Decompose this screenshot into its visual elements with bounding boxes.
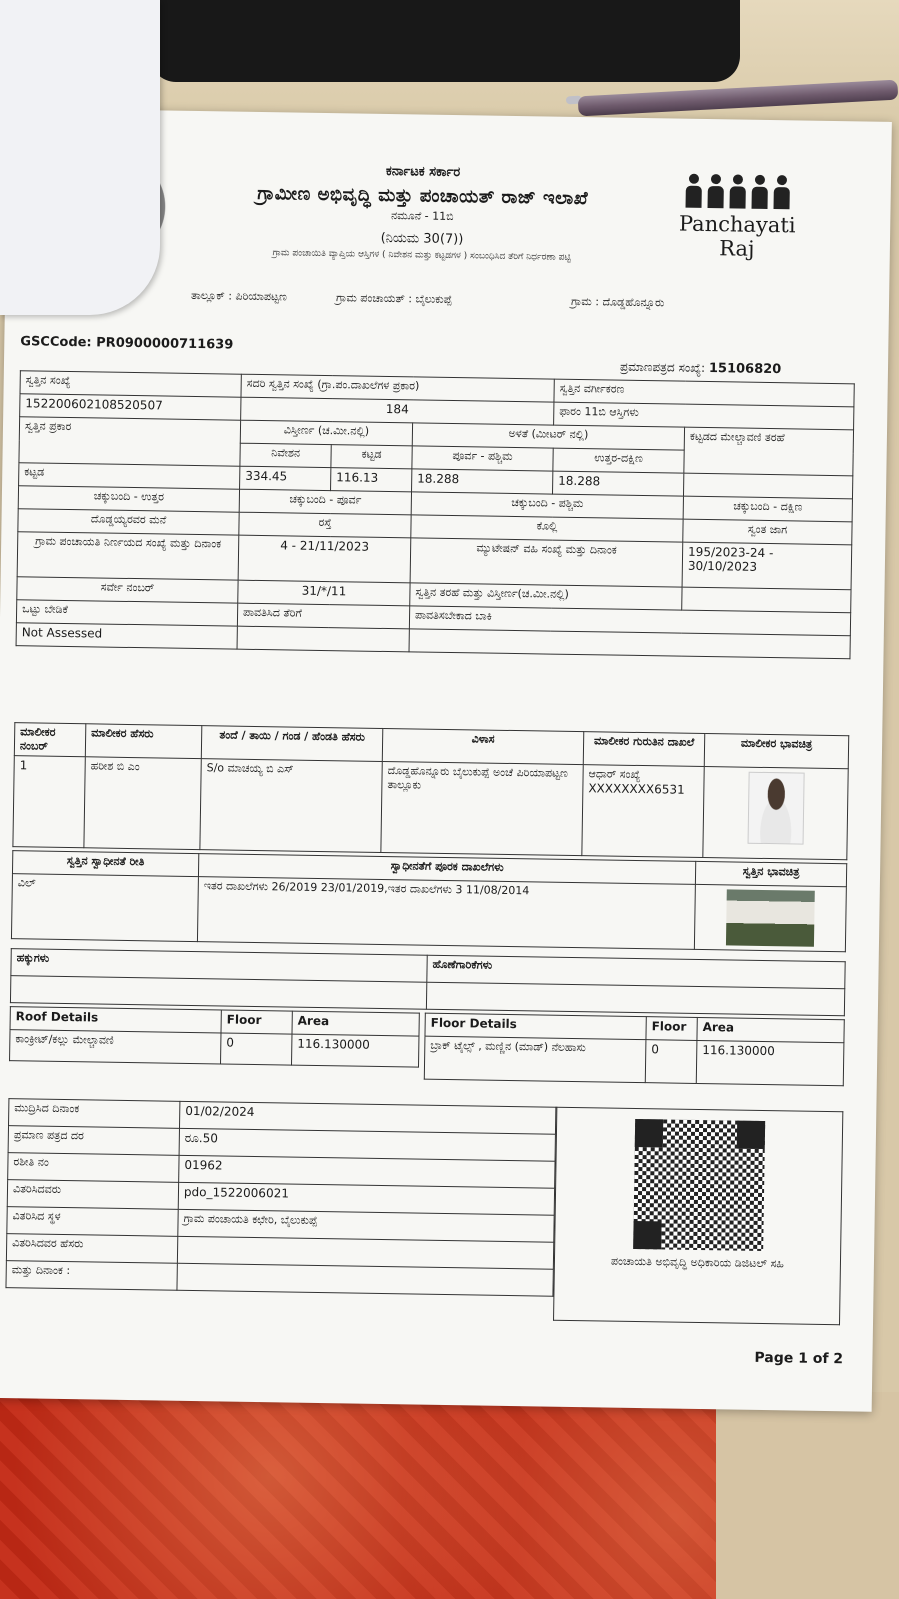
print-date-label: ಮುದ್ರಿಸಿದ ದಿನಾಂಕ [9,1099,180,1129]
property-photo [726,889,815,946]
possession-docs: ಇತರ ದಾಖಲೆಗಳು 26/2019 23/01/2019,ಇತರ ದಾಖಲೆಗಳು 3 11/08/2014 [197,877,695,950]
owner-no: 1 [13,756,85,848]
boundary-west-label: ಚಕ್ಕುಬಂದಿ - ಪಶ್ಚಿಮ [411,492,683,519]
logo-people [663,173,814,209]
property-type-label: ಸ್ವತ್ತಿನ ಪ್ರಕಾರ [19,417,241,466]
roof-area-label: Area [292,1011,419,1036]
property-class-label: ಸ್ವತ್ತಿನ ವರ್ಗೀಕರಣ [554,379,854,407]
digital-signature-label: ಪಂಚಾಯತಿ ಅಭಿವೃದ್ಧಿ ಅಧಿಕಾರಿಯ ಡಿಜಿಟಲ್ ಸಹಿ [610,1254,785,1271]
owner-photo [747,772,804,845]
owner-relation: S/o ಮಾಚಯ್ಯ ಬಿ ಎಸ್ [200,759,382,853]
owner-id [582,765,704,858]
issue-table [5,1098,556,1297]
survey-value: 31/*/11 [238,580,410,606]
owner-name-label: ಮಾಲೀಕರ ಹೆಸರು [85,724,202,759]
signature-table [553,1107,843,1325]
owner-address: ದೊಡ್ಡಹೊನ್ನೂರು ಬೈಲುಕುಪ್ಪೆ ಅಂಚೆ ಪಿರಿಯಾಪಟ್ಟಣ ತಾಲ್ಲೂಕು [381,761,583,855]
owner-id-type: ಆಧಾರ್ ಸಂಖ್ಯೆ [588,767,641,782]
property-type: ಕಟ್ಟಡ [19,463,240,489]
document-page [0,108,892,1412]
possession-mode: ವಿಲ್ [11,874,198,942]
tax-paid [237,626,409,652]
resolution-value: 4 - 21/11/2023 [238,535,411,583]
total-demand-label: ಒಟ್ಟು ಬೇಡಿಕೆ [16,600,237,626]
receipt: 01962 [179,1155,555,1188]
building-area: 116.13 [331,468,412,492]
property-reg-label: ಸದರಿ ಸ್ವತ್ತಿನ ಸಂಖ್ಯೆ (ಗ್ರಾ.ಪಂ.ದಾಖಲೆಗಳ ಪ್ರಕಾರ) [241,374,554,402]
possession-docs-label: ಸ್ವಾಧೀನತೆಗೆ ಪೂರಕ ದಾಖಲೆಗಳು [198,854,695,885]
roof-floor-label: Floor [221,1010,292,1034]
receipt-label: ರಶೀತಿ ನಂ [8,1153,179,1183]
fee-label: ಪ್ರಮಾಣ ಪತ್ರದ ದರ [8,1126,179,1156]
owner-photo-cell [703,767,848,860]
type-area-label: ಸ್ವತ್ತಿನ ತರಹೆ ಮತ್ತು ವಿಸ್ತೀರ್ಣ(ಚ.ಮೀ.ನಲ್ಲಿ) [410,583,682,610]
owner-name: ಹರೀಶ ಬಿ ಎಂ [84,757,201,850]
property-reg: 184 [241,397,554,425]
type-area-value [682,587,851,613]
floor-table [424,1013,845,1087]
site-area: 334.45 [240,466,331,490]
mutation-label: ಮ್ಯುಟೇಷನ್ ವಹಿ ಸಂಖ್ಯೆ ಮತ್ತು ದಿನಾಂಕ [410,538,683,587]
document-content [4,138,873,1391]
owner-id-value: XXXXXXXX6531 [588,781,685,797]
tax-due-label: ಪಾವತಿಸಬೇಕಾದ ಬಾಕಿ [409,606,850,636]
owner-photo-label: ಮಾಲೀಕರ ಭಾವಚಿತ್ರ [704,734,849,769]
possession-table [11,850,847,952]
rights-label: ಹಕ್ಕುಗಳು [11,949,427,983]
construction-type-label: ಕಟ್ಟಡದ ಮೇಲ್ಚಾವಣಿ ತರಹೆ [684,427,854,476]
boundary-west: ಕೊಲ್ಲಿ [411,515,683,542]
sign-date-label: ಮತ್ತು ದಿನಾಂಕ : [6,1261,177,1291]
property-id: 152200602108520507 [20,394,241,420]
building-area-label: ಕಟ್ಟಡ [331,445,412,469]
boundary-east-label: ಚಕ್ಕುಬಂದಿ - ಪೂರ್ವ [239,489,411,515]
place-label: ವಿತರಿಸಿದ ಸ್ಥಳ [7,1207,178,1237]
floor-floor-label: Floor [646,1017,697,1041]
floor-area: 116.130000 [696,1040,844,1085]
north-south-label: ಉತ್ತರ-ದಕ್ಷಿಣ [553,448,684,473]
location-row [21,286,851,313]
east-west: 18.288 [412,469,553,494]
owner-id-label: ಮಾಲೀಕರ ಗುರುತಿನ ದಾಖಲೆ [583,732,705,767]
place: ಗ್ರಾಮ ಪಂಚಾಯತಿ ಕಛೇರಿ, ಬೈಲುಕುಪ್ಪೆ [178,1209,554,1242]
liabilities-label: ಹೊಣೆಗಾರಿಕೆಗಳು [427,955,845,989]
roof-floor: 0 [221,1033,292,1065]
gram-panchayat: ಗ್ರಾಮ ಪಂಚಾಯತ್ : ಬೈಲುಕುಪ್ಪೆ [335,291,453,306]
issuer-label: ವಿತರಿಸಿದವರು [7,1180,178,1210]
property-class: ಫಾರಂ 11ಬಿ ಆಸ್ತಿಗಳು [554,402,854,430]
floor-area-label: Area [697,1017,844,1042]
floor-floor: 0 [645,1040,697,1084]
boundary-north-label: ಚಕ್ಕುಬಂದಿ - ಉತ್ತರ [18,486,239,512]
form-subtitle: ಗ್ರಾಮ ಪಂಚಾಯಿತಿ ವ್ಯಾಪ್ತಿಯ ಆಸ್ತಿಗಳ ( ನಿವೇಶನ ಮತ್ತು ಕಟ್ಟಡಗಳ ) ಸಂಬಂಧಿಸಿದ ತೆರಿಗೆ ನಿರ್ಧರಣಾ ಪಟ್ಟಿ [272,248,572,263]
panchayati-raj-logo-icon [661,173,813,275]
certificate-number-value: 15106820 [708,361,782,378]
issuer: pdo_1522006021 [178,1182,554,1215]
qr-code-icon [633,1119,765,1251]
rights-value [10,976,426,1010]
certificate-number-label: ಪ್ರಮಾಣಪತ್ರದ ಸಂಖ್ಯೆ: [619,359,706,375]
relation-label: ತಂದೆ / ತಾಯಿ / ಗಂಡ / ಹೆಂಡತಿ ಹೆಸರು [201,726,382,762]
total-demand: Not Assessed [16,623,237,649]
owner-table [12,722,849,860]
resolution-label: ಗ್ರಾಮ ಪಂಚಾಯತಿ ನಿರ್ಣಯದ ಸಂಖ್ಯೆ ಮತ್ತು ದಿನಾಂಕ [17,532,239,580]
property-table [16,370,855,659]
state-name: ಕರ್ನಾಟಕ ಸರ್ಕಾರ [385,163,461,181]
boundary-north: ದೊಡ್ಡಯ್ಯರವರ ಮನೆ [18,509,239,535]
print-date: 01/02/2024 [179,1101,555,1134]
rule-number: (ನಿಯಮ 30(7)) [380,230,464,248]
roof-title: Roof Details [10,1007,221,1033]
recipient-label: ವಿತರಿಸಿದವರ ಹೆಸರು [6,1234,177,1264]
east-west-label: ಪೂರ್ವ - ಪಶ್ಚಿಮ [412,446,553,471]
background-paper-sheet [0,0,160,315]
roof-area: 116.130000 [292,1034,419,1067]
tax-paid-label: ಪಾವತಿಸಿದ ತೆರಿಗೆ [237,603,409,629]
background-laptop [150,0,740,82]
possession-mode-label: ಸ್ವತ್ತಿನ ಸ್ವಾಧೀನತೆ ರೀತಿ [12,851,198,877]
dimension-label: ಅಳತೆ (ಮೀಟರ್ ನಲ್ಲಿ) [412,423,684,450]
page-number: Page 1 of 2 [754,1349,844,1368]
property-id-label: ಸ್ವತ್ತಿನ ಸಂಖ್ಯೆ [20,371,241,397]
liabilities-value [426,982,844,1016]
fee: ರೂ.50 [179,1128,555,1161]
property-photo-cell [694,884,846,951]
north-south: 18.288 [553,471,684,496]
background-table-edge [716,1392,899,1599]
boundary-south: ಸ್ವಂತ ಜಾಗ [683,519,852,545]
document-header [202,161,643,264]
taluk: ತಾಲ್ಲೂಕ್ : ಪಿರಿಯಾಪಟ್ಟಣ [190,288,287,304]
area-label: ವಿಸ್ತೀರ್ಣ (ಚ.ಮೀ.ನಲ್ಲಿ) [240,420,412,446]
boundary-east: ರಸ್ತೆ [239,512,411,538]
property-photo-label: ಸ್ವತ್ತಿನ ಭಾವಚಿತ್ರ [695,861,846,886]
construction-type [683,473,852,499]
floor-type: ಬ್ರಾಕ್ ಟೈಲ್ಸ್ , ಮಣ್ಣಿನ (ಮಾಡ್) ನೆಲಹಾಸು [424,1036,646,1082]
site-area-label: ನಿವೇಶನ [240,443,331,467]
certificate-number [620,360,782,378]
boundary-south-label: ಚಕ್ಕುಬಂದಿ - ದಕ್ಷಿಣ [683,496,852,522]
owner-no-label: ಮಾಲೀಕರ ನಂಬರ್ [14,723,86,757]
survey-label: ಸರ್ವೇ ನಂಬರ್ [17,577,238,603]
form-number: ನಮೂನೆ - 11ಬಿ [390,209,454,224]
department-name: ಗ್ರಾಮೀಣ ಅಭಿವೃದ್ಧಿ ಮತ್ತು ಪಂಚಾಯತ್ ರಾಜ್ ಇಲಾಖೆ [257,182,589,210]
address-label: ವಿಳಾಸ [382,728,583,764]
roof-table [9,1006,420,1067]
logo-text: Panchayati Raj [678,211,796,261]
floor-title: Floor Details [425,1013,646,1039]
gsc-code: GSCCode: PR0900000711639 [20,334,234,353]
village: ಗ್ರಾಮ : ದೊಡ್ಡಹೊನ್ನೂರು [570,294,665,310]
signature-cell [554,1107,843,1324]
mutation-value: 195/2023-24 - 30/10/2023 [682,542,852,590]
rights-table [10,948,846,1016]
roof-type: ಕಾಂಕ್ರೀಟ್/ಕಲ್ಲು ಮೇಲ್ಚಾವಣಿ [10,1030,221,1064]
sign-date [177,1263,553,1296]
